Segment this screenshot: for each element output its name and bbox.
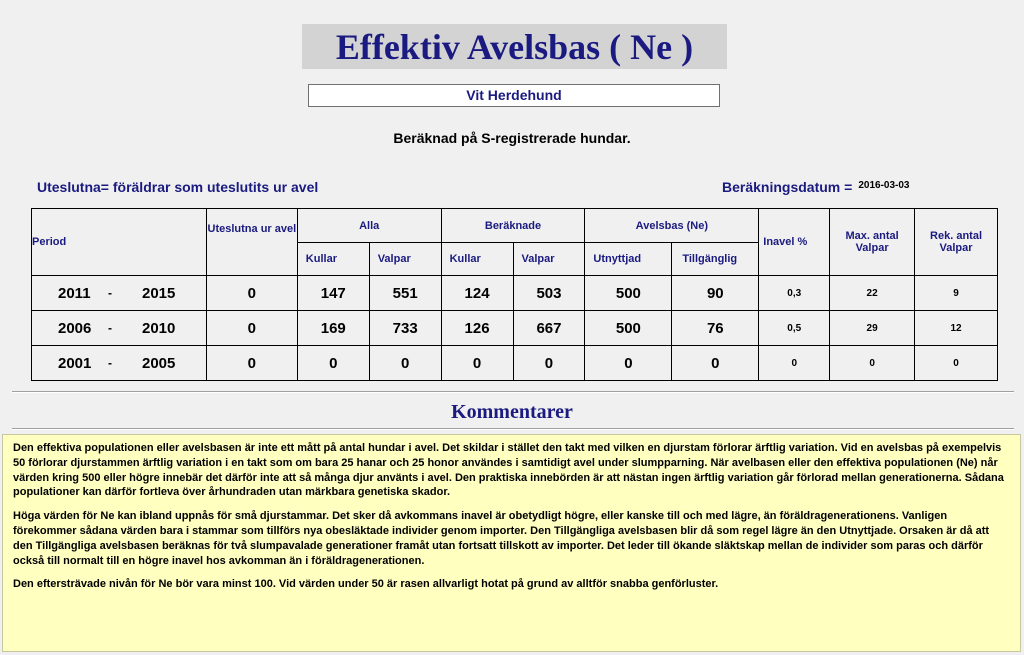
calc-pups-cell: 0 xyxy=(513,346,585,381)
header-used: Utnyttjad xyxy=(585,243,672,276)
period-dash: - xyxy=(108,286,112,300)
available-cell: 76 xyxy=(672,311,759,346)
available-cell: 0 xyxy=(672,346,759,381)
comment-box xyxy=(2,434,1021,652)
page-title: Effektiv Avelsbas ( Ne ) xyxy=(335,26,694,67)
header-max-pups: Max. antal Valpar xyxy=(830,209,915,276)
inbreeding-cell: 0,3 xyxy=(759,276,830,311)
header-calc-litters: Kullar xyxy=(441,243,513,276)
inbreeding-cell: 0,5 xyxy=(759,311,830,346)
all-pups-cell: 0 xyxy=(369,346,441,381)
period-to: 2005 xyxy=(142,354,176,372)
period-from: 2011 xyxy=(58,284,91,302)
excluded-cell: 0 xyxy=(206,276,297,311)
period-cell xyxy=(32,346,207,381)
page-title-box xyxy=(302,24,727,69)
comments-title: Kommentarer xyxy=(451,401,573,423)
used-cell: 500 xyxy=(585,311,672,346)
period-from: 2006 xyxy=(58,319,92,337)
table-row xyxy=(32,311,998,346)
header-calc-pups: Valpar xyxy=(513,243,585,276)
max-pups-cell: 29 xyxy=(830,311,915,346)
calc-litters-cell: 126 xyxy=(441,311,513,346)
period-dash: - xyxy=(108,321,112,335)
period-cell xyxy=(32,311,207,346)
max-pups-cell: 22 xyxy=(830,276,915,311)
breeding-base-table xyxy=(31,208,998,381)
period-to: 2015 xyxy=(142,284,176,302)
calc-pups-cell: 667 xyxy=(513,311,585,346)
comment-paragraph-1: Den effektiva populationen eller avelsbasen är inte ett mått på antal hundar i avel. Det skildar i stället den takt med vilken en djurstam förlorar ärftlig variation. Vid en avelsbas på exempelvis 50 förlorar djurstammen ärftlig variation i en takt som om bara 25 hanar och 25 honor användes i samtidigt avel under slumpparning. När avelbasen eller den effektiva populationen (Ne) når värden kring 500 eller högre innebär det därför inte att så många djur använts i avel. Den praktiska innebörden är att nästan ingen ärftlig variation går förlorad mellan generationerna. Sådana populationer kan därför fortleva över århundraden utan märkbara genetiska skador. xyxy=(13,442,1004,499)
excluded-cell: 0 xyxy=(206,346,297,381)
used-cell: 0 xyxy=(585,346,672,381)
divider-bottom xyxy=(12,428,1014,430)
all-pups-cell: 551 xyxy=(369,276,441,311)
period-dash: - xyxy=(108,356,112,370)
period-from: 2001 xyxy=(58,354,92,372)
divider-top xyxy=(12,391,1014,393)
header-all-litters: Kullar xyxy=(297,243,369,276)
period-to: 2010 xyxy=(142,319,176,337)
header-breeding-base: Avelsbas (Ne) xyxy=(585,209,759,243)
calc-date-value: 2016-03-03 xyxy=(858,180,910,191)
header-all: Alla xyxy=(297,209,441,243)
all-litters-cell: 147 xyxy=(297,276,369,311)
calc-pups-cell: 503 xyxy=(513,276,585,311)
header-available: Tillgänglig xyxy=(672,243,759,276)
calc-date xyxy=(722,179,909,195)
header-inbreeding: Inavel % xyxy=(759,209,830,276)
comment-paragraph-2: Höga värden för Ne kan ibland uppnås för små djurstammar. Det sker då avkommans inavel är obetydligt högre, eller kanske till och med lägre, än föräldragenerationens. Vanligen förekommer sådana värden bara i stammar som tillförs nya obesläktade individer genom importer. Den Tillgängliga avelsbasen blir då som regel lägre än den Utnyttjade. Orsaken är då att den Tillgängliga avelsbasen beräknas för två slumpavalade generationer framåt utan fortsatt tillskott av importer. Det leder till ökande släktskap mellan de individer som paras och därför också till normalt till en högre inavel hos avkomman än i föräldragenerationen. xyxy=(13,510,990,567)
period-cell xyxy=(32,276,207,311)
used-cell: 500 xyxy=(585,276,672,311)
rec-pups-cell: 0 xyxy=(915,346,998,381)
rec-pups-cell: 12 xyxy=(915,311,998,346)
inbreeding-cell: 0 xyxy=(759,346,830,381)
excluded-cell: 0 xyxy=(206,311,297,346)
calc-date-label: Beräkningsdatum = xyxy=(722,179,853,195)
comment-paragraph-3: Den eftersträvade nivån för Ne bör vara minst 100. Vid värden under 50 är rasen allvarligt hotat på grund av alltför snabba genförluster. xyxy=(13,578,719,591)
available-cell: 90 xyxy=(672,276,759,311)
all-litters-cell: 0 xyxy=(297,346,369,381)
breed-select[interactable]: Vit Herdehund xyxy=(308,84,720,107)
header-period: Period xyxy=(32,209,207,276)
subtitle: Beräknad på S-registrerade hundar. xyxy=(393,130,631,146)
calc-litters-cell: 0 xyxy=(441,346,513,381)
table-row xyxy=(32,346,998,381)
max-pups-cell: 0 xyxy=(830,346,915,381)
header-rec-pups: Rek. antal Valpar xyxy=(915,209,998,276)
calc-litters-cell: 124 xyxy=(441,276,513,311)
rec-pups-cell: 9 xyxy=(915,276,998,311)
all-litters-cell: 169 xyxy=(297,311,369,346)
all-pups-cell: 733 xyxy=(369,311,441,346)
table-row xyxy=(32,276,998,311)
header-all-pups: Valpar xyxy=(369,243,441,276)
header-excluded: Uteslutna ur avel xyxy=(206,209,297,276)
excluded-note: Uteslutna= föräldrar som uteslutits ur avel xyxy=(37,179,319,195)
header-calculated: Beräknade xyxy=(441,209,585,243)
